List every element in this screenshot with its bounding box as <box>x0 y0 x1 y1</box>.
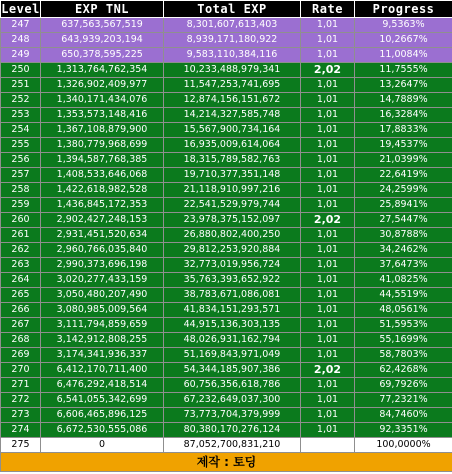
level-cell: 264 <box>1 273 41 288</box>
header-progress: Progress <box>355 1 452 18</box>
exp-tnl-cell: 3,020,277,433,159 <box>41 273 164 288</box>
header-rate: Rate <box>301 1 355 18</box>
level-cell: 270 <box>1 363 41 378</box>
progress-cell: 11,0084% <box>355 48 452 63</box>
table-row <box>1 303 452 318</box>
level-cell: 266 <box>1 303 41 318</box>
header-level: Level <box>1 2 40 16</box>
exp-tnl-cell: 2,990,373,696,198 <box>41 258 164 273</box>
level-cell: 256 <box>1 153 41 168</box>
total-exp-cell: 15,567,900,734,164 <box>164 123 301 138</box>
total-exp-cell: 21,118,910,997,216 <box>164 183 301 198</box>
rate-cell: 1,01 <box>301 423 355 438</box>
total-exp-cell: 29,812,253,920,884 <box>164 243 301 258</box>
total-exp-cell: 48,026,931,162,794 <box>164 333 301 348</box>
progress-cell: 11,7555% <box>355 63 452 78</box>
progress-cell: 92,3351% <box>355 423 452 438</box>
total-exp-cell: 41,834,151,293,571 <box>164 303 301 318</box>
rate-cell: 1,01 <box>301 378 355 393</box>
total-exp-cell: 16,935,009,614,064 <box>164 138 301 153</box>
level-cell: 251 <box>1 78 41 93</box>
total-exp-cell: 32,773,019,956,724 <box>164 258 301 273</box>
rate-cell: 2,02 <box>301 363 355 378</box>
rate-cell: 1,01 <box>301 318 355 333</box>
progress-cell: 14,7889% <box>355 93 452 108</box>
progress-cell: 77,2321% <box>355 393 452 408</box>
rate-cell: 1,01 <box>301 198 355 213</box>
exp-tnl-cell: 637,563,567,519 <box>41 18 164 33</box>
footer-row <box>1 453 452 472</box>
rate-cell: 1,01 <box>301 408 355 423</box>
progress-cell: 30,8788% <box>355 228 452 243</box>
total-exp-cell: 22,541,529,979,744 <box>164 198 301 213</box>
rate-cell: 1,01 <box>301 33 355 48</box>
progress-cell: 100,0000% <box>355 438 452 453</box>
header-total-exp: Total EXP <box>164 1 301 18</box>
exp-tnl-cell: 3,174,341,936,337 <box>41 348 164 363</box>
level-cell: 263 <box>1 258 41 273</box>
progress-cell: 24,2599% <box>355 183 452 198</box>
table-row <box>1 258 452 273</box>
level-cell: 261 <box>1 228 41 243</box>
level-cell: 254 <box>1 123 41 138</box>
exp-tnl-cell: 1,326,902,409,977 <box>41 78 164 93</box>
progress-cell: 16,3284% <box>355 108 452 123</box>
progress-cell: 41,0825% <box>355 273 452 288</box>
total-exp-cell: 14,214,327,585,748 <box>164 108 301 123</box>
total-exp-cell: 8,301,607,613,403 <box>164 18 301 33</box>
level-cell: 275 <box>1 438 41 453</box>
rate-cell: 1,01 <box>301 78 355 93</box>
rate-cell: 2,02 <box>301 213 355 228</box>
table-row <box>1 408 452 423</box>
total-exp-cell: 8,939,171,180,922 <box>164 33 301 48</box>
exp-tnl-cell: 1,313,764,762,354 <box>41 63 164 78</box>
exp-tnl-cell: 2,960,766,035,840 <box>41 243 164 258</box>
total-exp-cell: 87,052,700,831,210 <box>164 438 301 453</box>
level-cell: 260 <box>1 213 41 228</box>
rate-cell: 1,01 <box>301 123 355 138</box>
exp-tnl-cell: 6,606,465,896,125 <box>41 408 164 423</box>
level-cell: 248 <box>1 33 41 48</box>
exp-tnl-cell: 2,902,427,248,153 <box>41 213 164 228</box>
exp-tnl-cell: 1,436,845,172,353 <box>41 198 164 213</box>
table-row <box>1 438 452 453</box>
rate-cell: 1,01 <box>301 183 355 198</box>
total-exp-cell: 11,547,253,741,695 <box>164 78 301 93</box>
rate-cell: 1,01 <box>301 303 355 318</box>
total-exp-cell: 10,233,488,979,341 <box>164 63 301 78</box>
table-row <box>1 63 452 78</box>
rate-cell: 1,01 <box>301 288 355 303</box>
rate-cell: 1,01 <box>301 48 355 63</box>
table-row <box>1 93 452 108</box>
progress-cell: 9,5363% <box>355 18 452 33</box>
table-row <box>1 243 452 258</box>
progress-cell: 13,2647% <box>355 78 452 93</box>
level-cell: 267 <box>1 318 41 333</box>
total-exp-cell: 73,773,704,379,999 <box>164 408 301 423</box>
table-row <box>1 153 452 168</box>
table-row <box>1 348 452 363</box>
rate-cell <box>301 438 355 453</box>
exp-tnl-cell: 643,939,203,194 <box>41 33 164 48</box>
total-exp-cell: 23,978,375,152,097 <box>164 213 301 228</box>
total-exp-cell: 9,583,110,384,116 <box>164 48 301 63</box>
table-row <box>1 183 452 198</box>
header-exp-tnl: EXP TNL <box>41 1 164 18</box>
rate-cell: 1,01 <box>301 138 355 153</box>
level-cell: 268 <box>1 333 41 348</box>
progress-cell: 44,5519% <box>355 288 452 303</box>
level-cell: 257 <box>1 168 41 183</box>
rate-cell: 1,01 <box>301 273 355 288</box>
total-exp-cell: 18,315,789,582,763 <box>164 153 301 168</box>
exp-tnl-cell: 1,380,779,968,699 <box>41 138 164 153</box>
rate-cell: 1,01 <box>301 18 355 33</box>
exp-tnl-cell: 1,353,573,148,416 <box>41 108 164 123</box>
total-exp-cell: 26,880,802,400,250 <box>164 228 301 243</box>
level-cell: 253 <box>1 108 41 123</box>
exp-tnl-cell: 6,476,292,418,514 <box>41 378 164 393</box>
level-cell: 258 <box>1 183 41 198</box>
header-row <box>1 1 452 18</box>
level-cell: 272 <box>1 393 41 408</box>
progress-cell: 37,6473% <box>355 258 452 273</box>
level-cell: 259 <box>1 198 41 213</box>
progress-cell: 10,2667% <box>355 33 452 48</box>
level-cell: 247 <box>1 18 41 33</box>
total-exp-cell: 54,344,185,907,386 <box>164 363 301 378</box>
table-row <box>1 363 452 378</box>
rate-cell: 1,01 <box>301 228 355 243</box>
exp-tnl-cell: 0 <box>41 438 164 453</box>
table-row <box>1 378 452 393</box>
table-row <box>1 123 452 138</box>
table-row <box>1 288 452 303</box>
level-cell: 262 <box>1 243 41 258</box>
rate-cell: 1,01 <box>301 258 355 273</box>
table-row <box>1 333 452 348</box>
level-cell: 274 <box>1 423 41 438</box>
table-row <box>1 33 452 48</box>
level-cell: 249 <box>1 48 41 63</box>
rate-cell: 1,01 <box>301 108 355 123</box>
footer-credit: 제작 : 토딩 <box>1 453 452 472</box>
table-row <box>1 168 452 183</box>
rate-cell: 2,02 <box>301 63 355 78</box>
table-row <box>1 198 452 213</box>
table-row <box>1 273 452 288</box>
table-row <box>1 138 452 153</box>
level-cell: 265 <box>1 288 41 303</box>
progress-cell: 21,0399% <box>355 153 452 168</box>
table-row <box>1 228 452 243</box>
level-cell: 252 <box>1 93 41 108</box>
progress-cell: 48,0561% <box>355 303 452 318</box>
rate-cell: 1,01 <box>301 393 355 408</box>
rate-cell: 1,01 <box>301 243 355 258</box>
table-row <box>1 78 452 93</box>
level-cell: 255 <box>1 138 41 153</box>
progress-cell: 51,5953% <box>355 318 452 333</box>
total-exp-cell: 44,915,136,303,135 <box>164 318 301 333</box>
exp-tnl-cell: 1,408,533,646,068 <box>41 168 164 183</box>
total-exp-cell: 19,710,377,351,148 <box>164 168 301 183</box>
total-exp-cell: 12,874,156,151,672 <box>164 93 301 108</box>
rate-cell: 1,01 <box>301 333 355 348</box>
exp-tnl-cell: 3,080,985,009,564 <box>41 303 164 318</box>
exp-tnl-cell: 6,541,055,342,699 <box>41 393 164 408</box>
total-exp-cell: 80,380,170,276,124 <box>164 423 301 438</box>
exp-tnl-cell: 2,931,451,520,634 <box>41 228 164 243</box>
table-row <box>1 423 452 438</box>
progress-cell: 58,7803% <box>355 348 452 363</box>
exp-tnl-cell: 3,050,480,207,490 <box>41 288 164 303</box>
level-cell: 250 <box>1 63 41 78</box>
exp-tnl-cell: 6,672,530,555,086 <box>41 423 164 438</box>
progress-cell: 34,2462% <box>355 243 452 258</box>
progress-cell: 22,6419% <box>355 168 452 183</box>
progress-cell: 17,8833% <box>355 123 452 138</box>
level-cell: 273 <box>1 408 41 423</box>
exp-tnl-cell: 1,367,108,879,900 <box>41 123 164 138</box>
progress-cell: 19,4537% <box>355 138 452 153</box>
progress-cell: 69,7926% <box>355 378 452 393</box>
table-body <box>1 18 452 453</box>
table-row <box>1 213 452 228</box>
rate-cell: 1,01 <box>301 168 355 183</box>
total-exp-cell: 51,169,843,971,049 <box>164 348 301 363</box>
table-row <box>1 108 452 123</box>
progress-cell: 62,4268% <box>355 363 452 378</box>
total-exp-cell: 38,783,671,086,081 <box>164 288 301 303</box>
level-cell: 269 <box>1 348 41 363</box>
exp-tnl-cell: 1,422,618,982,528 <box>41 183 164 198</box>
exp-tnl-cell: 6,412,170,711,400 <box>41 363 164 378</box>
total-exp-cell: 60,756,356,618,786 <box>164 378 301 393</box>
total-exp-cell: 35,763,393,652,922 <box>164 273 301 288</box>
exp-tnl-cell: 1,394,587,768,385 <box>41 153 164 168</box>
progress-cell: 25,8941% <box>355 198 452 213</box>
table-row <box>1 48 452 63</box>
level-cell: 271 <box>1 378 41 393</box>
progress-cell: 27,5447% <box>355 213 452 228</box>
rate-cell: 1,01 <box>301 93 355 108</box>
table-row <box>1 318 452 333</box>
rate-cell: 1,01 <box>301 348 355 363</box>
table-row <box>1 393 452 408</box>
exp-tnl-cell: 3,142,912,808,255 <box>41 333 164 348</box>
exp-tnl-cell: 1,340,171,434,076 <box>41 93 164 108</box>
progress-cell: 84,7460% <box>355 408 452 423</box>
total-exp-cell: 67,232,649,037,300 <box>164 393 301 408</box>
table-row <box>1 18 452 33</box>
exp-tnl-cell: 3,111,794,859,659 <box>41 318 164 333</box>
rate-cell: 1,01 <box>301 153 355 168</box>
progress-cell: 55,1699% <box>355 333 452 348</box>
exp-tnl-cell: 650,378,595,225 <box>41 48 164 63</box>
